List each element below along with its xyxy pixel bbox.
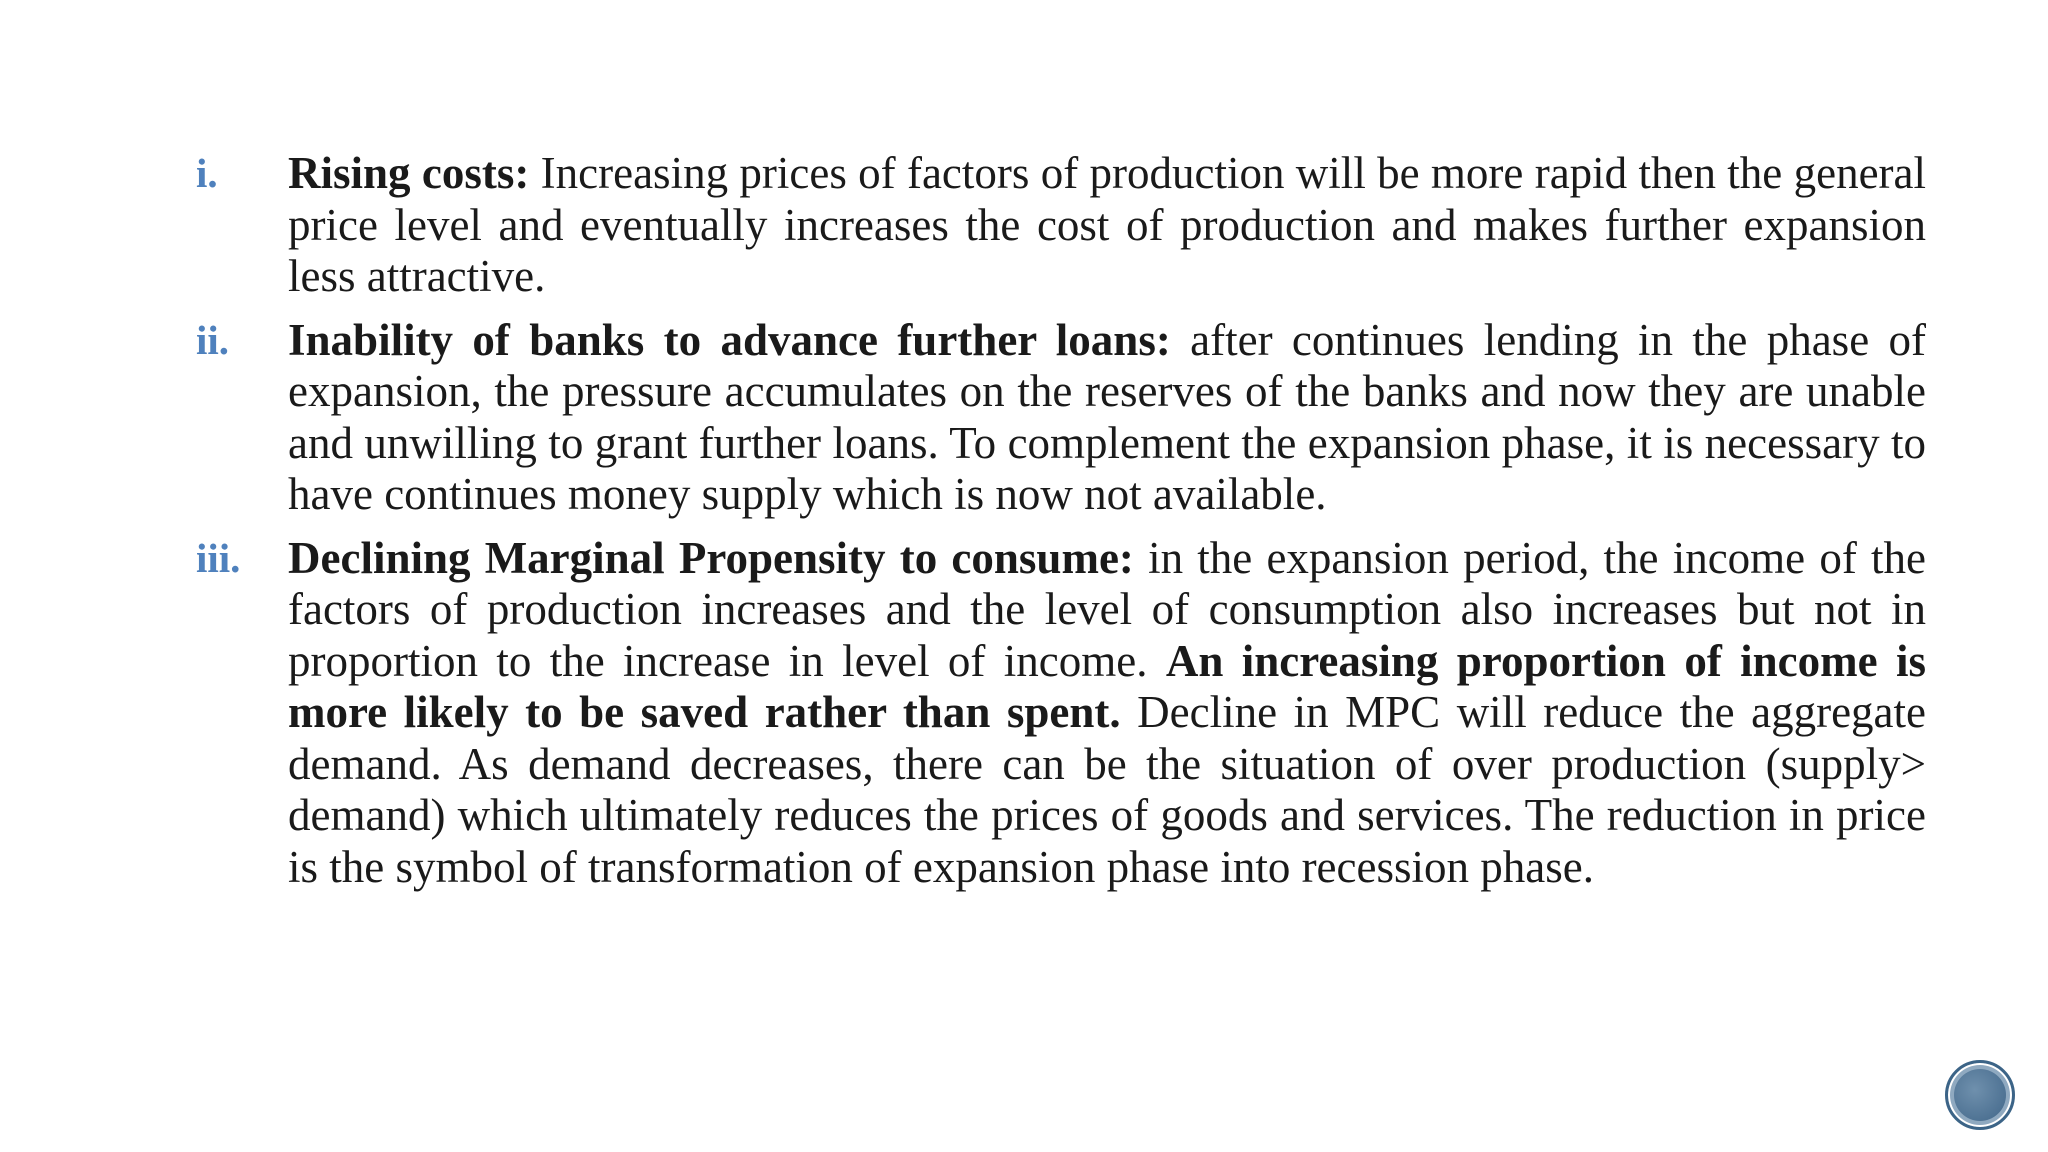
- list-numeral: ii.: [196, 316, 230, 363]
- list-item: [196, 315, 1926, 521]
- item-body: in the expansion period, the income of the factors of production increases and the level of consumption also increases but not in proportion to the increase in level of income.: [288, 532, 1926, 686]
- list-item: [196, 533, 1926, 894]
- item-heading: Rising costs:: [288, 148, 530, 198]
- list-numeral: iii.: [196, 534, 241, 581]
- item-body: Increasing prices of factors of production will be more rapid then the general price level and eventually increases the cost of production and makes further expansion less attractive.: [288, 148, 1926, 301]
- item-body: after continues lending in the phase of expansion, the pressure accumulates on the reserves of the banks and now they are unable and unwilling to grant further loans. To complement the expansion phase, it is necessary to have continues money supply which is now not available.: [288, 314, 1926, 519]
- item-heading: Declining Marginal Propensity to consume:: [288, 532, 1134, 583]
- list-item-text: [288, 148, 1926, 303]
- item-emphasis: An increasing proportion of income is more likely to be saved rather than spent.: [288, 635, 1926, 737]
- item-body-continued: Decline in MPC will reduce the aggregate demand. As demand decreases, there can be the situation of over production (supply> demand) which ultimately reduces the prices of goods and services. The reduction in price is the symbol of transformation of expansion phase into recession phase.: [288, 687, 1926, 892]
- list-item: [196, 148, 1926, 303]
- list-item-text: [288, 533, 1926, 894]
- slide-content: [196, 148, 1926, 905]
- badge-inner: [1954, 1069, 2006, 1121]
- circle-badge-icon: [1945, 1060, 2015, 1130]
- item-heading: Inability of banks to advance further loans:: [288, 314, 1171, 365]
- list-item-text: [288, 315, 1926, 521]
- list-numeral: i.: [196, 150, 218, 196]
